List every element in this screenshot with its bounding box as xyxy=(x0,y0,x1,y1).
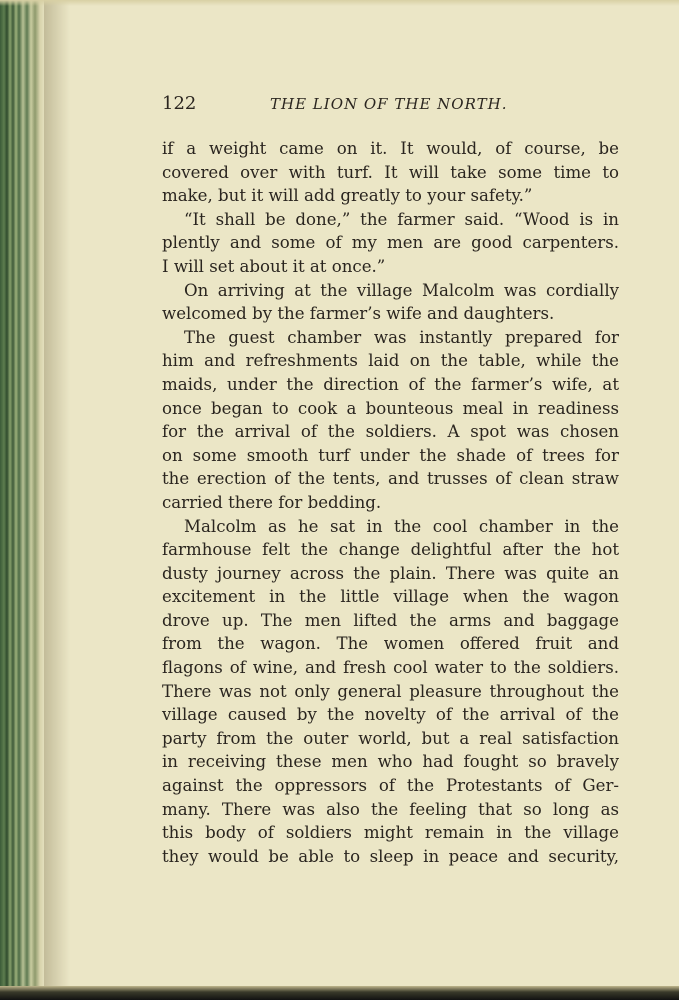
text-line: Malcolm as he sat in the cool chamber in the xyxy=(184,516,619,536)
text-line: against the oppressors of the Protestants of Ger- xyxy=(162,776,619,796)
body-text xyxy=(162,137,619,868)
text-line: him and refreshments laid on the table, while the xyxy=(162,351,619,371)
text-line: flagons of wine, and fresh cool water to the soldiers. xyxy=(162,658,619,678)
running-title: THE LION OF THE NORTH. xyxy=(270,95,508,113)
page-bottom-edge xyxy=(0,986,679,1000)
text-line: in receiving these men who had fought so bravely xyxy=(162,752,619,772)
gutter-shadow xyxy=(44,0,70,1000)
text-line: once began to cook a bounteous meal in readiness xyxy=(162,398,619,418)
text-line: if a weight came on it. It would, of course, be xyxy=(162,139,619,158)
text-line: party from the outer world, but a real satisfaction xyxy=(162,728,619,748)
text-line: maids, under the direction of the farmer’s wife, at xyxy=(162,374,619,394)
text-line: On arriving at the village Malcolm was cordially xyxy=(184,280,619,300)
text-line: from the wagon. The women offered fruit and xyxy=(162,634,619,654)
text-line: dusty journey across the plain. There was quite an xyxy=(162,563,619,583)
text-line: village caused by the novelty of the arrival of the xyxy=(162,705,619,725)
text-line: this body of soldiers might remain in the village xyxy=(162,823,619,843)
page-top-edge xyxy=(0,0,679,6)
text-line: many. There was also the feeling that so long as xyxy=(162,799,619,819)
page-number: 122 xyxy=(162,93,197,114)
book-spine-edge xyxy=(0,0,44,1000)
text-line: for the arrival of the soldiers. A spot was chosen xyxy=(162,422,619,442)
text-line: farmhouse felt the change delightful after the hot xyxy=(162,540,619,560)
text-line: “It shall be done,” the farmer said. “Wood is in xyxy=(184,209,619,229)
text-line: plently and some of my men are good carpenters. xyxy=(162,233,619,253)
text-line: the erection of the tents, and trusses of clean straw xyxy=(162,469,619,489)
text-line: covered over with turf. It will take some time to xyxy=(162,162,619,182)
page-header xyxy=(162,93,620,119)
text-line: welcomed by the farmer’s wife and daughters. xyxy=(162,304,555,324)
text-line: excitement in the little village when the wagon xyxy=(162,587,619,607)
text-line: I will set about it at once.” xyxy=(162,256,386,276)
text-line: The guest chamber was instantly prepared for xyxy=(184,327,619,347)
text-line: they would be able to sleep in peace and security, xyxy=(162,846,619,866)
text-line: on some smooth turf under the shade of trees for xyxy=(162,445,619,465)
text-line: There was not only general pleasure throughout the xyxy=(162,681,619,701)
text-line: drove up. The men lifted the arms and baggage xyxy=(162,610,619,630)
text-line: carried there for bedding. xyxy=(162,492,382,512)
text-line: make, but it will add greatly to your safety.” xyxy=(162,186,533,206)
